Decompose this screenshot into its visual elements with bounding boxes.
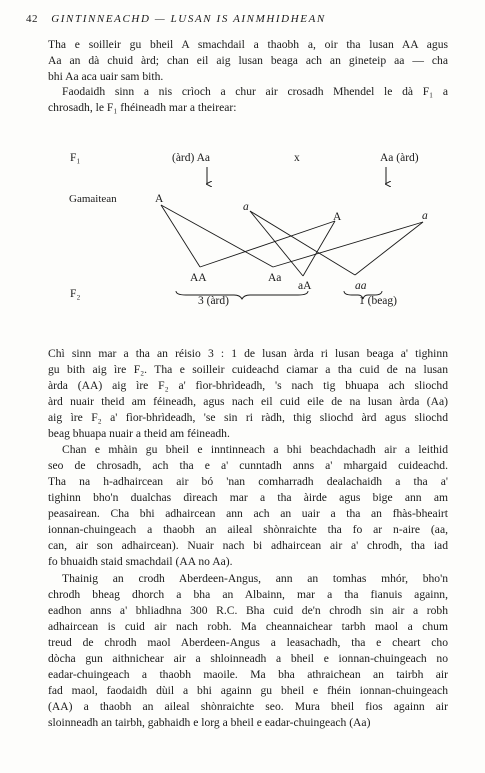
text-line: treud de chrodh maol Aberdeen-Angus a leasachadh, tha e cheart cho xyxy=(48,636,448,649)
cross-diagram xyxy=(0,140,485,340)
text-line: fo bhuaidh staid smachdail (AA no Aa). xyxy=(48,555,233,568)
gamete-a-left: a xyxy=(243,201,249,213)
gametes-label: Gamaitean xyxy=(69,193,117,205)
gamete-A-right: A xyxy=(333,211,342,223)
text-line: Thainig an crodh Aberdeen-Angus, ann an tomhas mhór, bho'n xyxy=(62,572,448,585)
text-line: dòcha gun aithnichear air a shloinneadh a bheil e ionnan-chuingeach no xyxy=(48,652,448,665)
cross-symbol: x xyxy=(294,152,300,164)
text-line: gu bith aig ìre F₂. Tha e soilleir cuideachd ciamar a tha cuid de na lusan xyxy=(48,363,448,376)
text-line: Aa an dà chuid àrd; chan eil aig lusan beaga ach an gineteip aa — cha xyxy=(48,54,448,67)
text-line: can, air son adhaircean). Nuair nach bi adhaircean air a' chrodh, tha iad xyxy=(48,539,448,552)
text-line: Chì sinn mar a tha an réisio 3 : 1 de lusan àrda ri lusan beaga a' tighinn xyxy=(48,347,448,360)
text-line: seo de chrosadh, ach tha e a' cunntadh anns a' mhargaid cuideachd. xyxy=(48,459,448,472)
tall-group-brace xyxy=(176,291,308,299)
f2-label: F₂ xyxy=(70,288,81,300)
text-line: peasairean. Cha bhi adhaircean ann ach an uair a tha an fhàs-bheairt xyxy=(48,507,448,520)
text-line: Chan e mhàin gu bheil e inntinneach a bhi beachdachadh air a leithid xyxy=(62,443,448,456)
text-line: beag bhuapa nuair a theid am féineadh. xyxy=(48,427,230,440)
paragraph-3 xyxy=(48,346,448,442)
text-line: (AA) a thaobh an aileal shònraichte seo. Mura bheil fios againn air xyxy=(48,700,448,713)
text-line: sloinneadh an tairbh, gabhaidh e lorg a bheil e eadar-chuingeach (Aa) xyxy=(48,716,371,729)
page-number: 42 xyxy=(26,13,38,25)
paragraph-4 xyxy=(48,442,448,570)
text-line: chrodh bheag dhorch a bha an Albainn, mar a tha fianuis againn, xyxy=(48,588,448,601)
text-line: ionnan-chuingeach a thaobh an aileal shònraichte tha fo ar n-aire (aa, xyxy=(48,523,448,536)
text-line: tighinn bho'n dualchas dìreach mar a tha àirde agus bige ann am xyxy=(48,491,448,504)
text-line: adhaircean is cuid air nach robh. Ma cheannaichear tarbh maol a chum xyxy=(48,620,448,633)
paragraph-5 xyxy=(48,571,448,731)
right-parent-genotype: Aa (àrd) xyxy=(380,152,419,164)
gamete-A-left: A xyxy=(155,193,164,205)
paragraph-1 xyxy=(48,37,448,85)
paragraph-2 xyxy=(48,84,448,116)
running-header xyxy=(26,13,466,25)
text-line: Tha na h-adhaircean air bó 'nan comharradh dealachaidh a tha a' xyxy=(48,475,448,488)
text-line: aig ìre F₂ a' fìor-bhrìdeadh, 'se sin ri ràdh, thig sliochd àrd agus sliochd xyxy=(48,411,448,424)
text-line: bhi Aa aca uair sam bith. xyxy=(48,70,164,83)
gamete-combination-lines xyxy=(161,205,423,276)
text-line: eadhon anns a' bhliadhna 300 R.C. Bha cuid de'n chrodh sin air a robh xyxy=(48,604,448,617)
text-line: eadar-chuingeach a thaobh maoile. Ma bha athraichean an tairbh air xyxy=(48,668,448,681)
left-parent-genotype: (àrd) Aa xyxy=(172,152,210,164)
running-title: GINTINNEACHD — LUSAN IS AINMHIDHEAN xyxy=(51,13,326,25)
offspring-aa: aa xyxy=(355,280,367,292)
short-group-count: 1 (beag) xyxy=(359,295,397,307)
offspring-aA: aA xyxy=(298,280,312,292)
text-line: chrosadh, le F₁ fhéineadh mar a theirear: xyxy=(48,101,237,114)
text-line: Tha e soilleir gu bheil A smachdail a thaobh a, oir tha lusan AA agus xyxy=(48,38,448,51)
text-line: fad maol, faodaidh dùil a bhi againn gu bheil e fhéin ionnan-chuingeach xyxy=(48,684,448,697)
text-line: àrda (AA) aig ìre F₂ a' fìor-bhrìdeadh, 's nach tig bhuapa ach sliochd xyxy=(48,379,448,392)
f1-label: F₁ xyxy=(70,152,81,164)
offspring-AA: AA xyxy=(190,272,207,284)
text-line: Faodaidh sinn a nis crìoch a chur air crosadh Mhendel le dà F₁ a xyxy=(62,85,448,98)
text-line: àrd nuair theid am féineadh, agus nach eil cuid eile de na lusan àrda (Aa) xyxy=(48,395,448,408)
gamete-a-right: a xyxy=(422,210,428,222)
offspring-Aa: Aa xyxy=(268,272,282,284)
tall-group-count: 3 (àrd) xyxy=(198,295,229,307)
